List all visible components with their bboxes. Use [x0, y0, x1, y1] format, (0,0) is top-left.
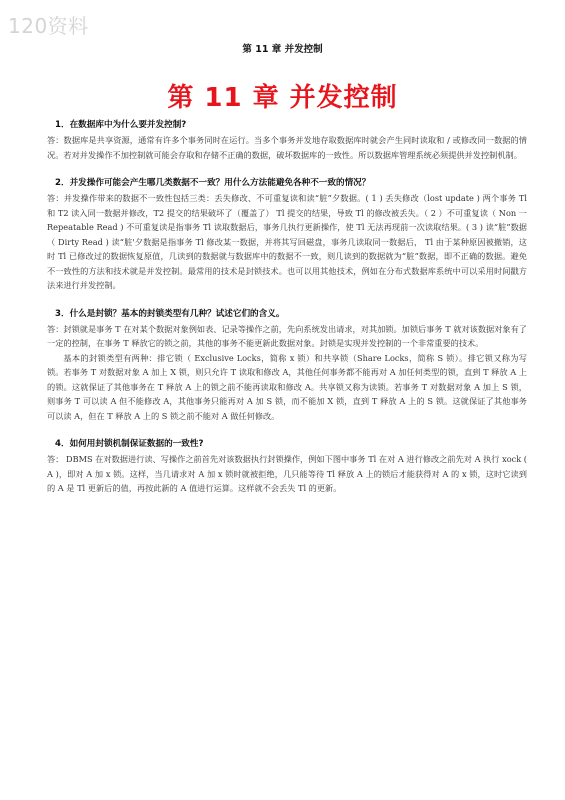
answer-3-para-2: 基本的封锁类型有两种：排它锁（ Exclusive Locks，简称 x 锁）和共享锁（Share Locks，简称 S 锁）。排它锁又称为写锁。若事务 T 对数据对象 A 加上 X 锁，则只允许 T 读取和修改 A，其他任何事务都不能再对 A 加任何类型的锁，直到 T 释放 A 上的锁。这就保证了其他事务在 T 释放 A 上的锁之前不能再读取和修改 A。共享锁又称为读锁。若事务 T 对数据对象 A 加上 S 锁，则事务 T 可以读 A 但不能修改 A，其他事务只能再对 A 加 S 锁，而不能加 X 锁，直到 T 释放 A 上的 S 锁。这就保证了其他事务可以读 A，但在 T 释放 A 上的 S 锁之前不能对 A 做任何修改。: [47, 352, 527, 421]
question-4: 4．如何用封锁机制保证数据的一致性?: [55, 439, 204, 449]
document-body: [47, 118, 527, 496]
watermark: 120资料: [8, 14, 89, 38]
answer-2: 答：并发操作带来的数据不一致性包括三类：丢失修改、不可重复读和读“脏”夕数据。( 1 ) 丢失修改（lost update ) 两个事务 Tl 和 T2 读入同一数据并修改，T2 提交的结果破坏了（覆盖了） Tl 提交的结果，导致 Tl 的修改被丢失。（ 2 ）不可重复读（ Non 一 Repeatable Read ) 不可重复读是指事务 Tl 读取数据后，事务几执行更新操作，使 Tl 无法再现前一次读取结果。( 3 ) 读“脏”数据（ Dirty Read ) 读“脏'夕数据是指事务 Tl 修改某一数据，并将其写回磁盘，事务几读取同一数据后， Tl 由于某种原因被撤销，这时 Tl 已修改过的数据恢复原值，几读到的数据就与数据库中的数据不一致，则几读到的数据就为“脏”数据，即不正确的数据。避免不一致性的方法和技术就是并发控制。最常用的技术是封锁技术。也可以用其他技术，例如在分布式数据库系统中可以采用时间戳方法来进行并发控制。: [47, 193, 527, 290]
question-1: 1．在数据库中为什么要并发控制?: [55, 120, 187, 130]
answer-4: 答： DBMS 在对数据进行读、写操作之前首先对该数据执行封锁操作，例如下图中事务 Tl 在对 A 进行修改之前先对 A 执行 xock ( A )，即对 A 加 x 锁。这样，当几请求对 A 加 x 锁时就被拒绝，几只能等待 Tl 释放 A 上的锁后才能获得对 A 的 x 锁，这时它读到的 A 是 Tl 更新后的值，再按此新的 A 值进行运算。这样就不会丢失 Tl 的更新。: [47, 454, 527, 493]
page-title: 第 11 章 并发控制: [167, 83, 398, 113]
question-3: 3．什么是封锁？基本的封锁类型有几种？试述它们的含义。: [55, 308, 285, 319]
answer-3-para-1: 答：封锁就是事务 T 在对某个数据对象例如表、记录等操作之前，先向系统发出请求，对其加锁。加锁后事务 T 就对该数据对象有了一定的控制，在事务 T 释放它的锁之前，其他的事务不能更新此数据对象。封锁是实现并发控制的一个非常重要的技术。: [47, 323, 527, 348]
running-head: 第 11 章 并发控制: [242, 44, 323, 55]
answer-1: 答：数据库是共享资源，通常有许多个事务同时在运行。当多个事务并发地存取数据库时就会产生同时读取和 / 或修改同一数据的情况。若对并发操作不加控制就可能会存取和存储不正确的数据，破坏数据库的一致性。所以数据库管理系统必须提供并发控制机制。: [47, 135, 527, 160]
question-2: 2．并发操作可能会产生哪几类数据不一致？用什么方法能避免各种不一致的情况？: [55, 178, 371, 188]
